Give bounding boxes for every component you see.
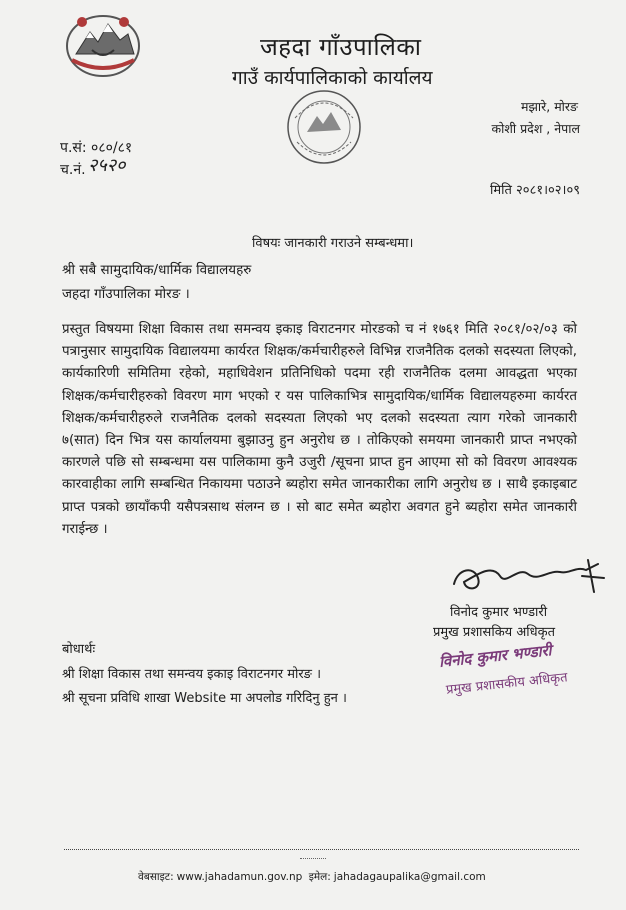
dispatch-number-label: च.नं. (60, 162, 86, 178)
email-label: इमेल: (308, 871, 331, 883)
website-label: वेबसाइट: (138, 871, 174, 883)
email-link[interactable]: jahadagaupalika@gmail.com (333, 871, 486, 883)
nepal-emblem-logo (62, 10, 144, 80)
copy-to-item: श्री सूचना प्रविधि शाखा Website मा अपलोड गरिदिनु हुन । (62, 691, 347, 706)
handwritten-signature (448, 556, 613, 598)
office-stamp-seal (285, 88, 363, 166)
copy-to-heading: बोधार्थः (62, 642, 96, 657)
letter-body: प्रस्तुत विषयमा शिक्षा विकास तथा समन्वय इकाइ विराटनगर मोरङको च नं १७६१ मिति २०८१/०२/०३ को पत्रानुसार सामुदायिक विद्यालयमा कार्यरत शिक्षक/कर्मचारीहरुले विभिन्न राजनैतिक दलको सदस्यता लिएको, कार्यकारिणी समितिमा रहेको, महाधिवेशन प्रतिनिधिको पदमा रही राजनैतिक दलमा आवद्धता भएका शिक्षक/कर्मचारीहरुको विवरण माग भएको र यस पालिकाभित्र सामुदायिक/धार्मिक विद्यालयहरुमा कार्यरत शिक्षक/कर्मचारीहरुले राजनैतिक दलको सदस्यता लिएको भए दलको सदस्यता त्याग गरेको जानकारी ७(सात) दिन भित्र यस कार्यालयमा बुझाउनु हुन अनुरोध छ । तोकिएको समयमा जानकारी प्राप्त नभएको कारणले पछि सो सम्बन्धमा यस पालिकामा कुनै उजुरी /सूचना प्राप्त हुन आएमा सो को विवरण आवश्यक कारवाहीका लागि सम्बन्धित निकायमा पठाउने ब्यहोरा समेत जानकारीका लागि अनुरोध छ । साथै इकाइबाट प्राप्त पत्रको छायाँकपी यसैपत्रसाथ संलग्न छ । सो बाट समेत ब्यहोरा अवगत हुने ब्यहोरा समेत जानकारी गराईन्छ । (62, 322, 577, 537)
recipient-line-2: जहदा गाँउपालिका मोरङ । (62, 286, 190, 302)
recipient-line-1: श्री सबै सामुदायिक/धार्मिक विद्यालयहरु (62, 262, 252, 278)
website-link[interactable]: www.jahadamun.gov.np (176, 871, 303, 883)
footer-divider-short (300, 858, 326, 859)
office-name: गाउँ कार्यपालिकाको कार्यालय (232, 67, 433, 89)
address-line-2: कोशी प्रदेश , नेपाल (491, 121, 580, 136)
signatory-name: विनोद कुमार भण्डारी (450, 605, 548, 620)
letter-subject: विषयः जानकारी गराउने सम्बन्धमा। (252, 236, 414, 251)
copy-to-item: श्री शिक्षा विकास तथा समन्वय इकाइ विराटनगर मोरङ । (62, 667, 322, 682)
letter-reference-number: प.सं: ०८०/८१ (60, 140, 133, 156)
letter-date: मिति २०८१।०२।०९ (490, 183, 580, 198)
org-name: जहदा गाँउपालिका (260, 33, 422, 61)
dispatch-number-handwritten: २५२० (88, 155, 126, 176)
designation-stamp: प्रमुख प्रशासकीय अधिकृत (445, 670, 569, 698)
footer-divider (64, 849, 579, 850)
name-stamp: विनोद कुमार भण्डारी (438, 641, 553, 671)
signatory-designation: प्रमुख प्रशासकिय अधिकृत (433, 625, 556, 640)
footer-contact (138, 870, 489, 884)
address-line-1: मझारे, मोरङ (520, 99, 578, 114)
